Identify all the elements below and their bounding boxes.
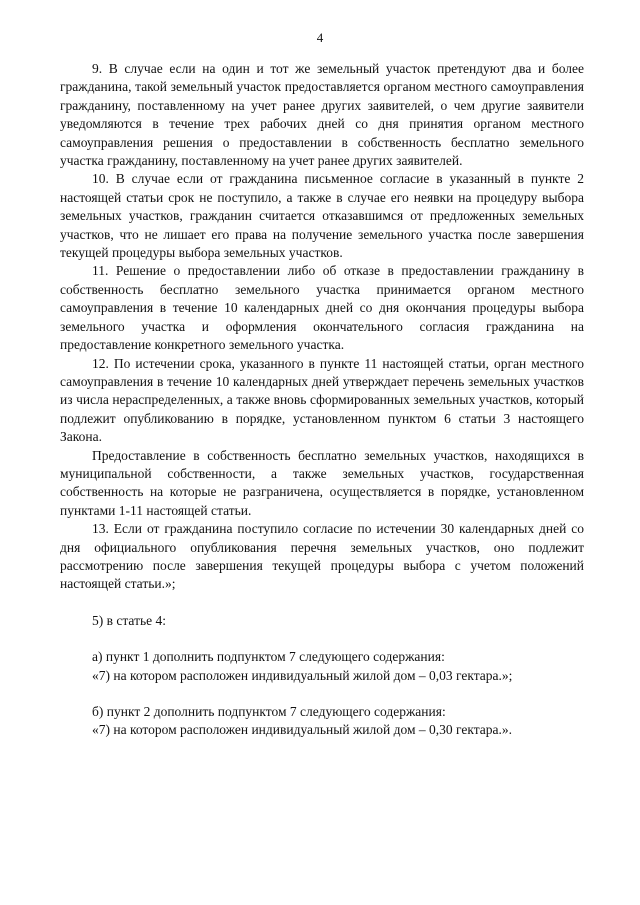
- paragraph-13: 13. Если от гражданина поступило согласие по истечении 30 календарных дней со дня официального опубликования перечня земельных участков, оно подлежит рассмотрению после завершения текущей процедуры выбора с учетом положений настоящей статьи.»;: [60, 521, 584, 592]
- paragraph-10: 10. В случае если от гражданина письменное согласие в указанный в пункте 2 настоящей статьи срок не поступило, а также в случае его неявки на процедуру выбора земельных участков, гражданин считается отказавшимся от предложенных земельных участков, что не лишает его права на получение земельного участка после завершения текущей процедуры выбора земельных участков.: [60, 171, 584, 261]
- paragraph-9: 9. В случае если на один и тот же земельный участок претендуют два и более гражданина, такой земельный участок предоставляется органом местного самоуправления гражданину, поставленному на учет ранее других заявителей, о чем другие заявители уведомляются в течение трех рабочих дней со дня принятия органом местного самоуправления решения о предоставлении в собственность бесплатно земельного участка гражданину, поставленному на учет ранее других заявителей.: [60, 61, 584, 169]
- paragraph-provision: Предоставление в собственность бесплатно земельных участков, находящихся в муниципальной собственности, а также земельных участков, государственная собственность на которые не разграничена, осуществляется в порядке, установленном пунктами 1-11 настоящей статьи.: [60, 447, 584, 518]
- amendment-point-b: б) пункт 2 дополнить подпунктом 7 следующего содержания:: [92, 704, 446, 719]
- document-body: [60, 60, 584, 740]
- amendment-point-a-text: «7) на котором расположен индивидуальный жилой дом – 0,03 гектара.»;: [92, 667, 513, 683]
- amendment-article-4: 5) в статье 4:: [92, 612, 166, 628]
- paragraph-11: 11. Решение о предоставлении либо об отказе в предоставлении гражданину в собственность бесплатно земельного участка принимается органом местного самоуправления в течение 10 календарных дней со дня окончания процедуры выбора земельного участка и оформления окончательного согласия гражданина на предоставление конкретного земельного участка.: [60, 263, 584, 353]
- amendment-point-b-text: «7) на котором расположен индивидуальный жилой дом – 0,30 гектара.».: [92, 722, 513, 738]
- paragraph-12: 12. По истечении срока, указанного в пункте 11 настоящей статьи, орган местного самоуправления в течение 10 календарных дней утверждает перечень земельных участков из числа нераспределенных, а также вновь сформированных земельных участков, который подлежит опубликованию в порядке, установленном пунктом 6 статьи 3 настоящего Закона.: [60, 355, 584, 445]
- amendment-point-a: а) пункт 1 дополнить подпунктом 7 следующего содержания:: [92, 649, 445, 665]
- page-number: 4: [316, 30, 324, 45]
